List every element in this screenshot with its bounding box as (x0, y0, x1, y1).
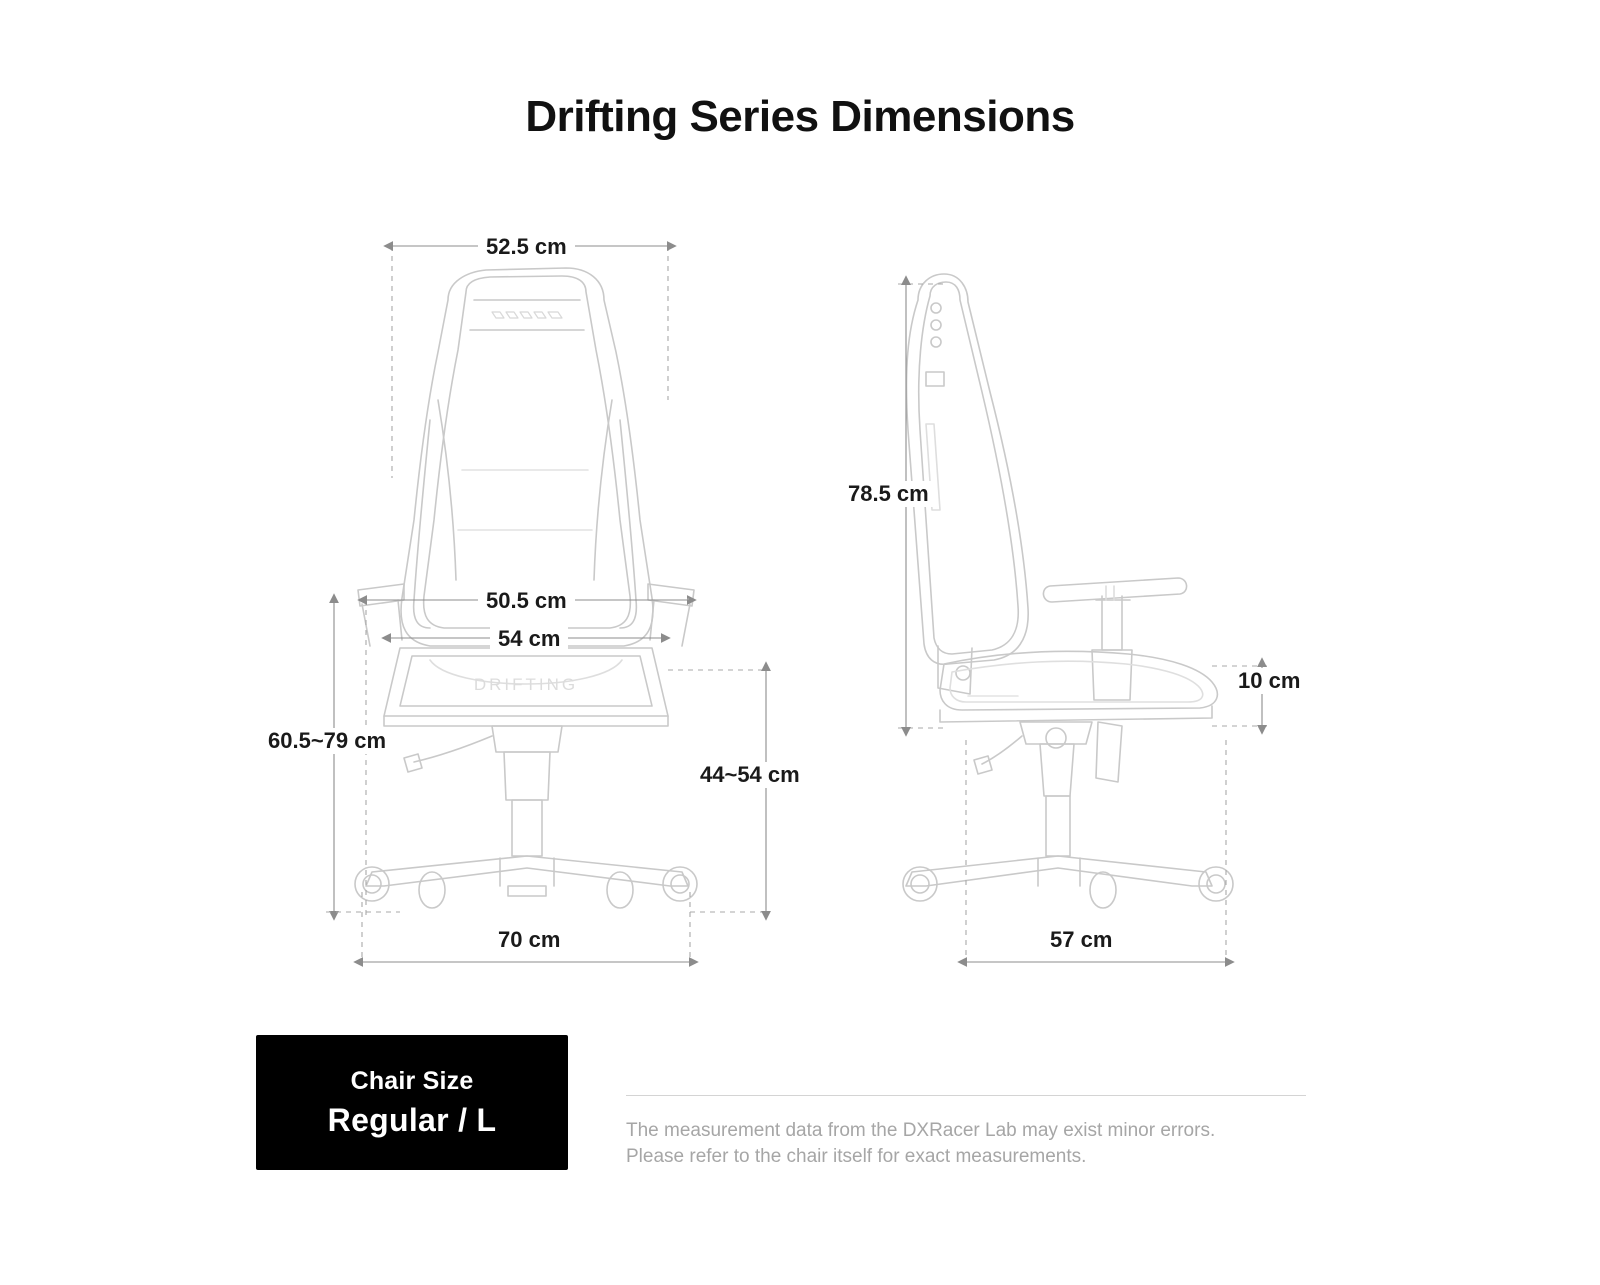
page-title: Drifting Series Dimensions (525, 92, 1075, 141)
chair-size-label: Chair Size (350, 1066, 474, 1095)
side-view-chair (903, 274, 1233, 908)
dim-seat-height-range: 44~54 cm (692, 762, 808, 788)
dim-backrest-width: 52.5 cm (478, 234, 575, 260)
dim-base-width: 70 cm (490, 927, 568, 953)
dim-seat-width: 54 cm (490, 626, 568, 652)
dimension-lines (326, 246, 1268, 962)
svg-text:DRIFTING: DRIFTING (473, 675, 579, 694)
dim-armrest-depth: 10 cm (1230, 668, 1308, 694)
dim-backrest-height: 78.5 cm (840, 481, 937, 507)
dim-base-depth: 57 cm (1042, 927, 1120, 953)
chair-size-badge (256, 1035, 568, 1170)
disclaimer-line-1: The measurement data from the DXRacer Lab may exist minor errors. (626, 1120, 1216, 1141)
disclaimer-line-2: Please refer to the chair itself for exact measurements. (626, 1145, 1087, 1167)
dim-armrest-inner-width: 50.5 cm (478, 588, 575, 614)
chair-size-value: Regular / L (327, 1101, 497, 1138)
divider (626, 1095, 1306, 1096)
disclaimer (626, 1095, 1326, 1169)
dim-total-height-range: 60.5~79 cm (260, 728, 394, 754)
